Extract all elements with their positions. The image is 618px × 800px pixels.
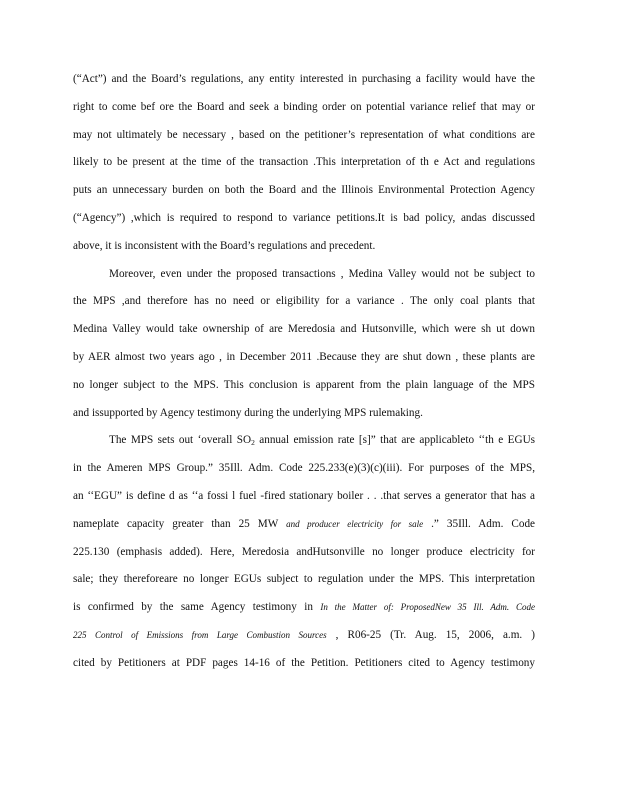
- text-line: an ‘‘EGU” is define d as ‘‘a fossi l fuel -fired stationary boiler . . .that serves a generator that has a: [73, 489, 535, 502]
- text-run: is confirmed by the same Agency testimony in: [73, 601, 321, 614]
- text-line: likely to be present at the time of the transaction .This interpretation of th e Act and regulations: [73, 156, 535, 169]
- subscript: 2: [251, 438, 255, 448]
- paragraph-start-line: [73, 431, 535, 459]
- paragraph-start-line: Moreover, even under the proposed transactions , Medina Valley would not be subject to: [109, 267, 535, 280]
- text-line: puts an unnecessary burden on both the Board and the Illinois Environmental Protection Agency: [73, 184, 535, 197]
- text-line: no longer subject to the MPS. This conclusion is apparent from the plain language of the MPS: [73, 378, 535, 391]
- text-line: Medina Valley would take ownership of are Meredosia and Hutsonville, which were sh ut down: [73, 323, 535, 336]
- text-line: in the Ameren MPS Group.” 35Ill. Adm. Code 225.233(e)(3)(c)(iii). For purposes of the MPS,: [73, 462, 535, 475]
- text-line: (“Agency”) ,which is required to respond to variance petitions.It is bad policy, andas discussed: [73, 211, 535, 224]
- text-run: , R06-25 (Tr. Aug. 15, 2006, a.m. ): [326, 628, 535, 641]
- text-line: [73, 598, 535, 626]
- text-line: the MPS ,and therefore has no need or eligibility for a variance . The only coal plants that: [73, 295, 535, 308]
- text-line: [73, 515, 535, 543]
- text-run: The MPS sets out ‘overall SO: [109, 434, 252, 447]
- text-line: may not ultimately be necessary , based on the petitioner’s representation of what conditions are: [73, 128, 535, 141]
- text-line: sale; they thereforeare no longer EGUs subject to regulation under the MPS. This interpretation: [73, 573, 535, 586]
- text-run: annual emission rate [s]” that are applicableto ‘‘th e EGUs: [254, 434, 535, 447]
- text-line: by AER almost two years ago , in December 2011 .Because they are shut down , these plants are: [73, 350, 535, 363]
- text-line: [73, 626, 535, 654]
- text-run: .” 35Ill. Adm. Code: [423, 517, 536, 530]
- text-line: above, it is inconsistent with the Board’s regulations and precedent.: [73, 239, 376, 252]
- italic-citation: In the Matter of: ProposedNew 35 Ill. Adm. Code: [320, 602, 536, 613]
- text-line: (“Act”) and the Board’s regulations, any entity interested in purchasing a facility would have the: [73, 73, 535, 85]
- text-line: right to come bef ore the Board and seek a binding order on potential variance relief that may or: [73, 100, 535, 113]
- text-run: nameplate capacity greater than 25 MW: [73, 517, 287, 530]
- italic-citation: 225 Control of Emissions from Large Combustion Sources: [73, 629, 327, 640]
- text-line: 225.130 (emphasis added). Here, Meredosia andHutsonville no longer produce electricity for: [73, 545, 535, 558]
- text-line: cited by Petitioners at PDF pages 14-16 of the Petition. Petitioners cited to Agency testimony: [73, 656, 535, 669]
- text-line: and issupported by Agency testimony during the underlying MPS rulemaking.: [73, 406, 423, 419]
- body-text: [73, 70, 535, 682]
- italic-emphasis: and producer electricity for sale: [286, 518, 424, 529]
